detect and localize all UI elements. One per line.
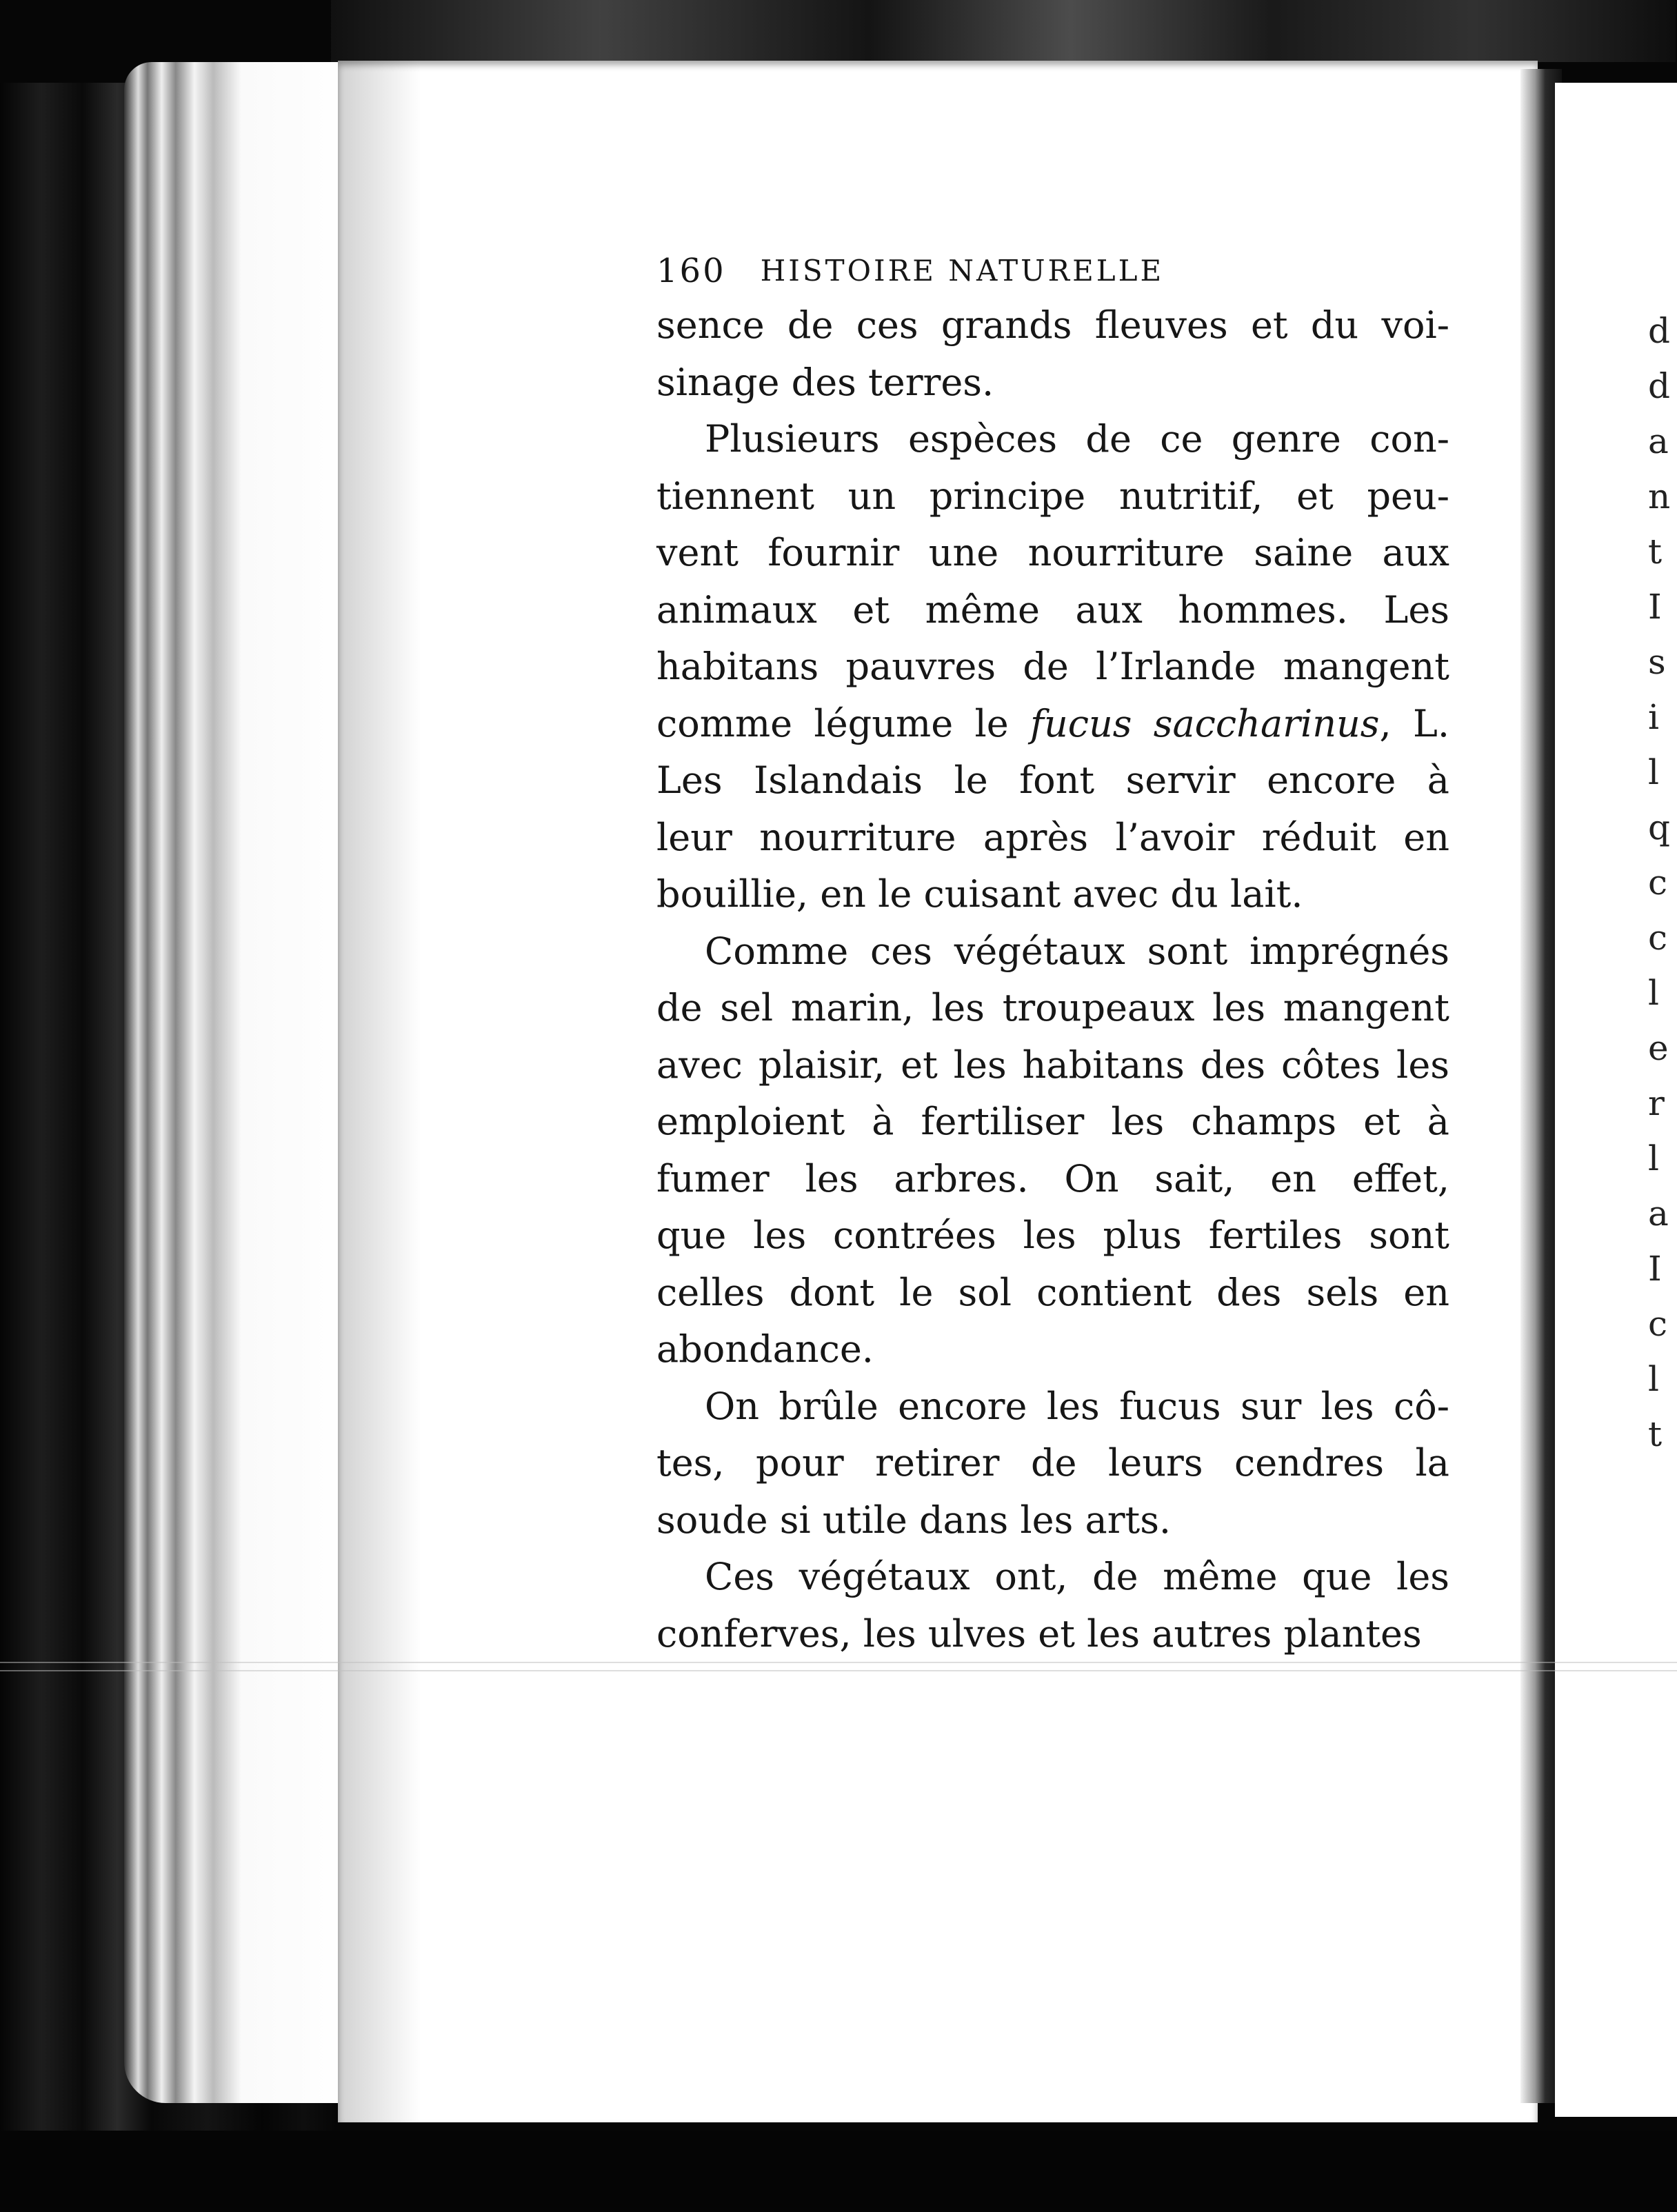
line-text: bouillie, en le cuisant avec du lait.	[656, 872, 1303, 916]
scan-bottom-border	[0, 2131, 1677, 2212]
line-text-after: , L.	[1379, 701, 1449, 745]
line-text: habitans pauvres de l’Irlande mangent	[656, 645, 1449, 688]
line-text: que les contrées les plus fertiles sont	[656, 1214, 1449, 1257]
line-text: leur nourriture après l’avoir réduit en	[656, 815, 1449, 859]
line-text: vent fournir une nourriture saine aux	[656, 531, 1449, 574]
line-text: tiennent un principe nutritif, et peu-	[656, 474, 1449, 518]
line-text: Plusieurs espèces de ce genre con-	[705, 417, 1449, 461]
text-line	[656, 752, 1449, 810]
text-line	[656, 411, 1449, 468]
line-text: On brûle encore les fucus sur les cô-	[705, 1384, 1449, 1428]
book-top-edge	[331, 0, 1676, 62]
facing-fragment: l	[1648, 1359, 1659, 1399]
facing-fragment: q	[1648, 807, 1671, 847]
line-text: tes, pour retirer de leurs cendres la	[656, 1441, 1449, 1485]
line-text: emploient à fertiliser les champs et à	[656, 1100, 1449, 1143]
line-text: sence de ces grands fleuves et du voi-	[656, 303, 1449, 347]
page-stack-edges	[124, 62, 359, 2103]
line-text: avec plaisir, et les habitans des côtes les	[656, 1043, 1449, 1087]
facing-fragment: l	[1648, 752, 1659, 792]
facing-fragment: t	[1648, 1414, 1663, 1454]
facing-fragment: l	[1648, 973, 1659, 1013]
text-line	[656, 1151, 1449, 1208]
facing-fragment: s	[1648, 642, 1666, 682]
line-text: comme légume le	[656, 701, 1030, 745]
line-text: conferves, les ulves et les autres plantes	[656, 1611, 1422, 1656]
text-line	[656, 1207, 1449, 1265]
text-line	[656, 1037, 1449, 1094]
facing-fragment: a	[1648, 421, 1669, 461]
facing-fragment: l	[1648, 1138, 1659, 1178]
facing-fragment: e	[1648, 1028, 1669, 1068]
text-line	[656, 923, 1449, 981]
text-line	[656, 1549, 1449, 1606]
facing-fragment: I	[1648, 1249, 1662, 1289]
facing-fragment: d	[1648, 366, 1671, 406]
line-text: Ces végétaux ont, de même que les	[705, 1555, 1449, 1598]
line-text: sinage des terres.	[656, 360, 994, 404]
facing-fragment: I	[1648, 587, 1662, 627]
line-text: Comme ces végétaux sont imprégnés	[705, 929, 1449, 973]
facing-fragment: i	[1648, 697, 1659, 737]
facing-fragment: n	[1648, 476, 1671, 516]
text-line	[656, 1378, 1449, 1436]
text-line	[656, 1435, 1449, 1492]
page-shadow	[338, 61, 421, 2122]
facing-fragment: c	[1648, 863, 1668, 903]
text-line	[656, 1265, 1449, 1322]
text-line	[656, 297, 1449, 354]
text-line	[656, 1606, 1449, 1663]
text-line	[656, 582, 1449, 639]
text-line	[656, 468, 1449, 525]
scan-artifact-line	[0, 1670, 1677, 1671]
text-line	[656, 810, 1449, 867]
text-line	[656, 354, 1449, 412]
text-line	[656, 866, 1449, 923]
text-line	[656, 980, 1449, 1037]
text-line	[656, 696, 1449, 753]
facing-fragment: c	[1648, 1304, 1668, 1344]
facing-fragment: r	[1648, 1083, 1665, 1123]
line-text: abondance.	[656, 1327, 874, 1371]
running-head	[656, 245, 1449, 297]
italic-species-name: fucus saccharinus	[1030, 701, 1380, 745]
line-text: Les Islandais le font servir encore à	[656, 758, 1449, 802]
facing-fragment: t	[1648, 532, 1663, 572]
facing-fragment: d	[1648, 311, 1671, 351]
page-text-block	[656, 245, 1449, 1662]
text-line	[656, 1094, 1449, 1151]
line-text: de sel marin, les troupeaux les mangent	[656, 986, 1449, 1029]
line-text: fumer les arbres. On sait, en effet,	[656, 1156, 1449, 1200]
facing-fragment: c	[1648, 918, 1668, 958]
text-line	[656, 1321, 1449, 1378]
line-text: soude si utile dans les arts.	[656, 1498, 1172, 1542]
line-text: animaux et même aux hommes. Les	[656, 587, 1449, 632]
page-number: 160	[656, 252, 726, 290]
running-title: HISTOIRE NATURELLE	[760, 254, 1165, 288]
line-text: celles dont le sol contient des sels en	[656, 1270, 1449, 1314]
text-line	[656, 1492, 1449, 1549]
facing-page-text	[1648, 303, 1677, 1462]
text-line	[656, 525, 1449, 582]
facing-fragment: a	[1648, 1194, 1669, 1234]
body-text	[656, 297, 1449, 1662]
text-line	[656, 639, 1449, 696]
